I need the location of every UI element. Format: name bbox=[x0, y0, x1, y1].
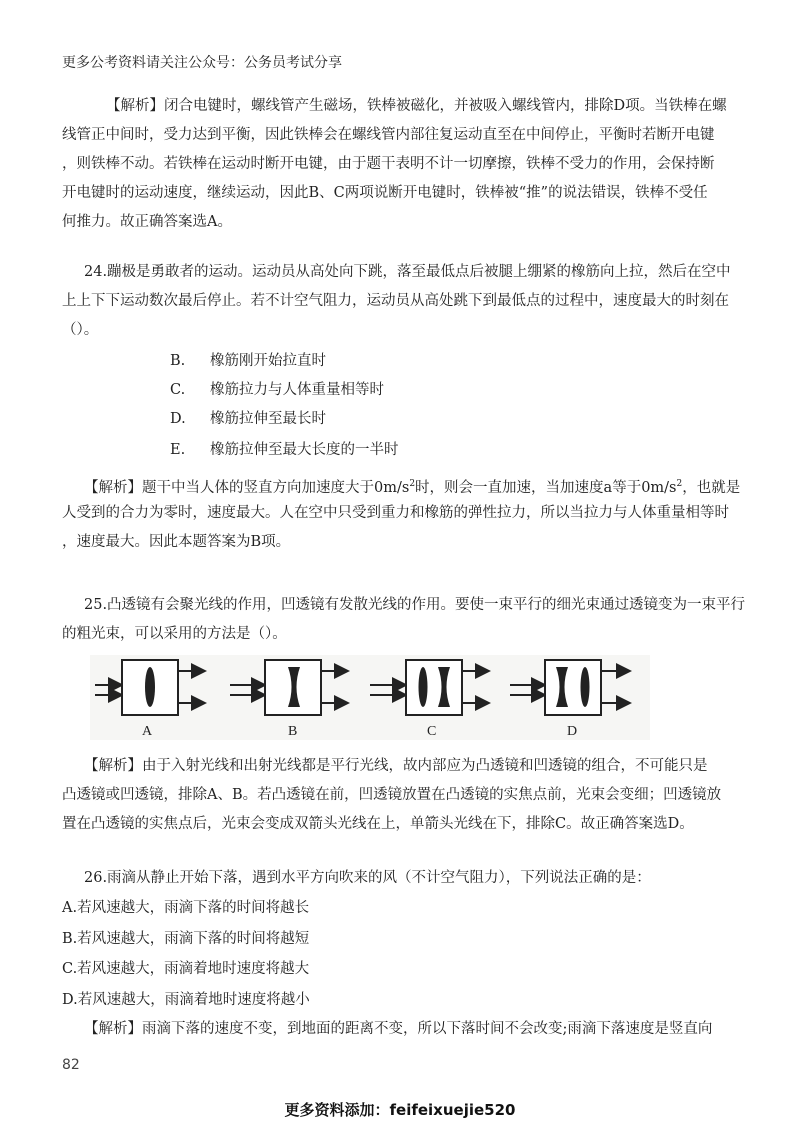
question-24-stem: （）。 bbox=[62, 322, 99, 338]
option-text: 橡筋拉力与人体重量相等时 bbox=[210, 382, 384, 398]
option-b: B.若风速越大，雨滴下落的时间将越短 bbox=[62, 931, 310, 947]
page-header: 更多公考资料请关注公众号：公务员考试分享 bbox=[62, 55, 342, 71]
analysis-q25-line: 【解析】由于入射光线和出射光线都是平行光线，故内部应为凸透镜和凹透镜的组合，不可能只是 bbox=[84, 758, 708, 774]
lens-box-c bbox=[406, 660, 462, 715]
figure-label-b: B bbox=[288, 724, 298, 739]
analysis-q25-line: 凸透镜或凹透镜，排除A、B。若凸透镜在前，凹透镜放置在凸透镜的实焦点前，光束会变细；凹透镜放 bbox=[62, 787, 722, 803]
option-d bbox=[170, 409, 326, 429]
option-key: B. bbox=[170, 353, 186, 369]
option-c bbox=[170, 380, 384, 400]
analysis-q23-line: ，则铁棒不动。若铁棒在运动时断开电键，由于题干表明不计一切摩擦，铁棒不受力的作用，会保持断 bbox=[62, 156, 715, 172]
option-key: D. bbox=[170, 411, 186, 427]
analysis-q25-line: 置在凸透镜的实焦点后，光束会变成双箭头光线在上，单箭头光线在下，排除C。故正确答案选D。 bbox=[62, 816, 694, 832]
analysis-q23-line: 线管正中间时，受力达到平衡，因此铁棒会在螺线管内部往复运动直至在中间停止，平衡时若断开电键 bbox=[62, 127, 715, 143]
option-b bbox=[170, 351, 326, 371]
analysis-q24-part: 【解析】题干中当人体的竖直方向加速度大于0m/s bbox=[84, 479, 410, 496]
option-key: C. bbox=[170, 382, 186, 398]
superscript: 2 bbox=[676, 479, 683, 489]
lens-diagram bbox=[90, 655, 650, 740]
analysis-q26-line: 【解析】雨滴下落的速度不变，到地面的距离不变，所以下落时间不会改变;雨滴下落速度是竖直向 bbox=[84, 1021, 713, 1037]
question-26-stem: 26.雨滴从静止开始下落，遇到水平方向吹来的风（不计空气阻力），下列说法正确的是： bbox=[84, 870, 651, 886]
lens-figure bbox=[90, 655, 650, 740]
question-24-stem: 上上下下运动数次最后停止。若不计空气阻力，运动员从高处跳下到最低点的过程中，速度最大的时刻在 bbox=[62, 293, 729, 309]
analysis-q24-line: 人受到的合力为零时，速度最大。人在空中只受到重力和橡筋的弹性拉力，所以当拉力与人体重量相等时 bbox=[62, 505, 729, 521]
option-text: 橡筋拉伸至最大长度的一半时 bbox=[210, 442, 399, 458]
figure-label-d: D bbox=[567, 724, 578, 739]
analysis-q23-line: 何推力。故正确答案选A。 bbox=[62, 214, 232, 230]
figure-label-a: A bbox=[142, 724, 153, 739]
analysis-q23-line: 【解析】闭合电键时，螺线管产生磁场，铁棒被磁化，并被吸入螺线管内，排除D项。当铁棒在螺 bbox=[106, 98, 727, 114]
convex-lens-icon bbox=[419, 667, 428, 707]
option-e bbox=[170, 440, 399, 460]
option-text: 橡筋刚开始拉直时 bbox=[210, 353, 326, 369]
analysis-q24-part: ，也就是 bbox=[682, 479, 741, 496]
analysis-q24-line: ，速度最大。因此本题答案为B项。 bbox=[62, 534, 291, 550]
analysis-q24-part: 时，则会一直加速，当加速度a等于0m/s bbox=[415, 479, 677, 496]
option-a: A.若风速越大，雨滴下落的时间将越长 bbox=[62, 900, 310, 916]
lens-box-d bbox=[545, 660, 601, 715]
analysis-q24-line bbox=[84, 474, 740, 498]
option-key: E. bbox=[170, 442, 186, 458]
analysis-q23-line: 开电键时的运动速度，继续运动，因此B、C两项说断开电键时，铁棒被“推”的说法错误，铁棒不受任 bbox=[62, 185, 708, 201]
question-24-stem: 24.蹦极是勇敢者的运动。运动员从高处向下跳，落至最低点后被腿上绷紧的橡筋向上拉，然后在空中 bbox=[84, 264, 731, 280]
question-25-stem: 25.凸透镜有会聚光线的作用，凹透镜有发散光线的作用。要使一束平行的细光束通过透镜变为一束平行 bbox=[84, 597, 746, 613]
option-c: C.若风速越大，雨滴着地时速度将越大 bbox=[62, 961, 310, 977]
superscript: 2 bbox=[409, 479, 416, 489]
page-number: 82 bbox=[62, 1057, 80, 1073]
option-text: 橡筋拉伸至最长时 bbox=[210, 411, 326, 427]
page-footer: 更多资料添加：feifeixuejie520 bbox=[284, 1101, 516, 1119]
convex-lens-icon bbox=[581, 667, 590, 707]
convex-lens-icon bbox=[145, 667, 155, 707]
question-25-stem: 的粗光束，可以采用的方法是（）。 bbox=[62, 626, 287, 642]
figure-label-c: C bbox=[427, 724, 437, 739]
option-d: D.若风速越大，雨滴着地时速度将越小 bbox=[62, 992, 310, 1008]
